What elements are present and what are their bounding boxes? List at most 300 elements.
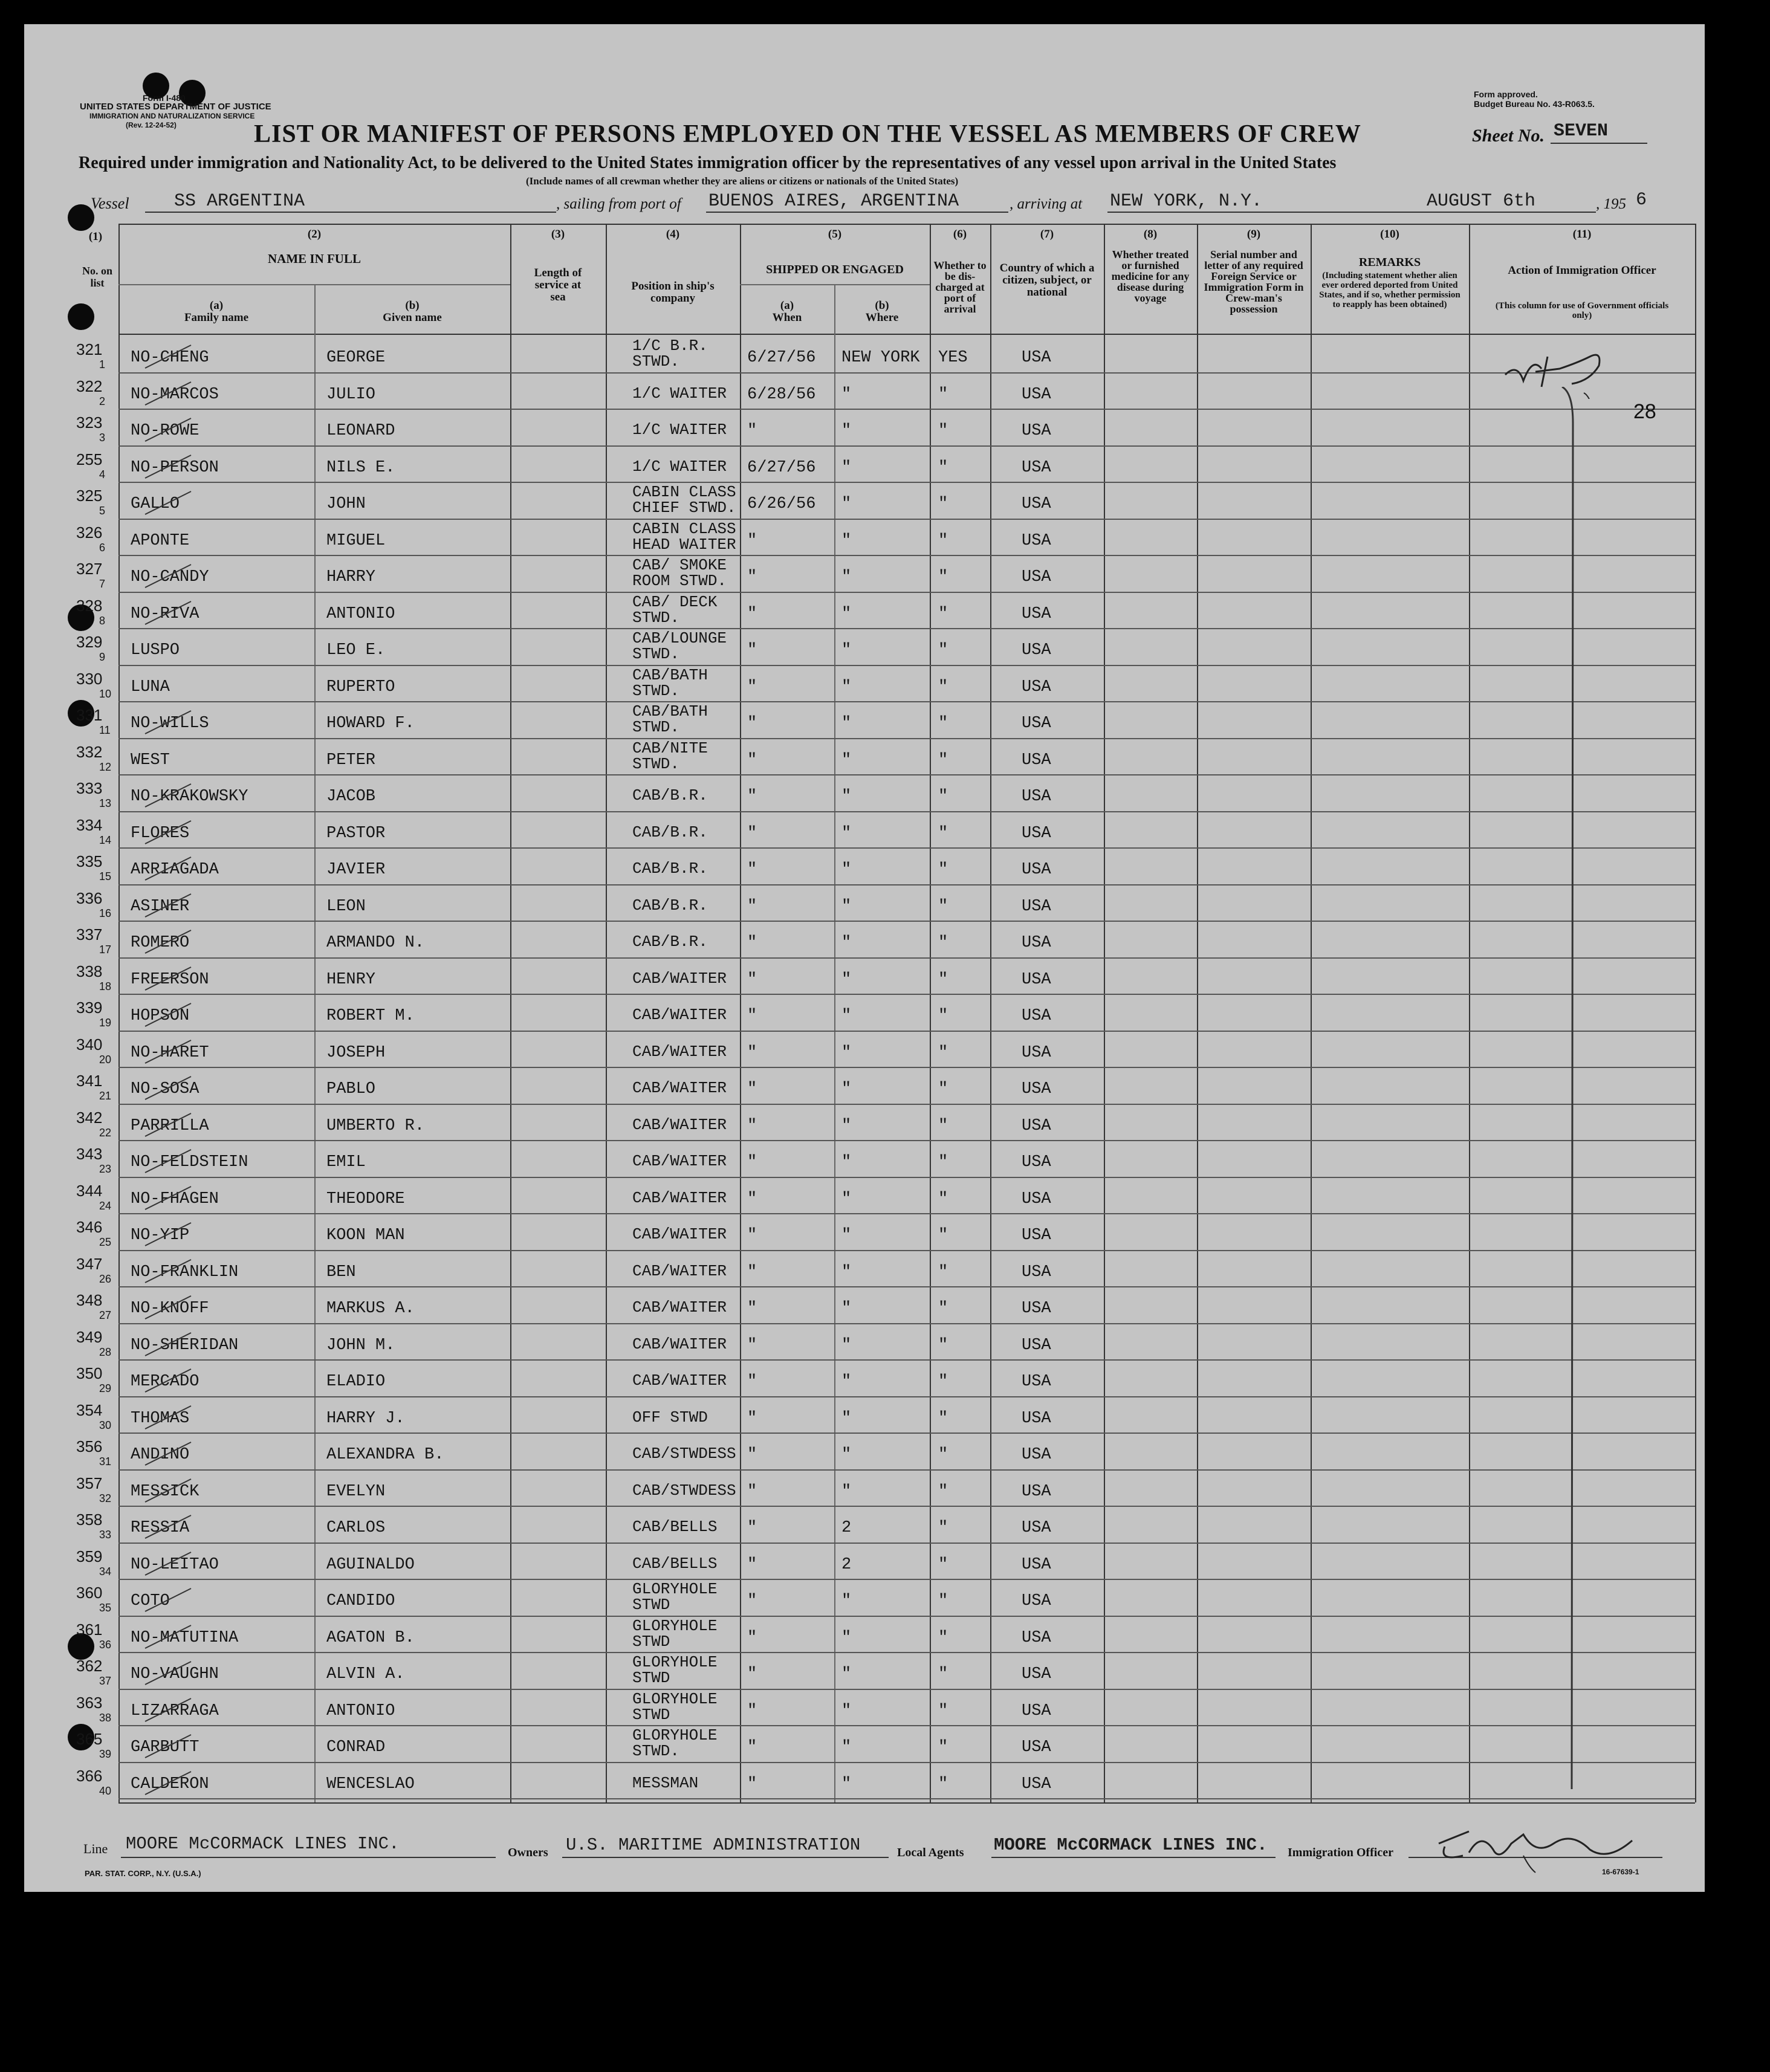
line-number: 11 (99, 724, 111, 736)
cell-position: CAB/WAITER (632, 1261, 727, 1280)
cell-position-line2: STWD. (632, 681, 680, 700)
row-divider (118, 372, 1695, 374)
check-mark (143, 1512, 197, 1542)
cell-position: OFF STWD (632, 1408, 708, 1426)
cell-country: USA (1022, 641, 1051, 659)
cell-family: NO-CHENG (131, 349, 209, 367)
line-number: 18 (99, 980, 112, 992)
cell-family: THOMAS (131, 1409, 190, 1428)
cell-dis: " (938, 1665, 948, 1683)
cell-family: NO-ROWE (131, 422, 199, 440)
cell-position: GLORYHOLE (632, 1726, 718, 1744)
cell-where: " (841, 385, 852, 404)
officer-label: Immigration Officer (1288, 1846, 1393, 1859)
cell-dis: " (938, 1409, 948, 1428)
cell-family: APONTE (131, 531, 190, 550)
cell-when: " (747, 1775, 757, 1793)
cell-given: HARRY J. (326, 1409, 405, 1428)
cell-family: NO-FHAGEN (131, 1190, 219, 1208)
cell-dis: " (938, 1373, 948, 1391)
line-number: 32 (99, 1492, 112, 1504)
cell-family: NO-VAUGHN (131, 1665, 219, 1683)
row-divider (118, 1689, 1695, 1690)
cell-given: JULIO (326, 385, 376, 404)
cell-country: USA (1022, 1007, 1051, 1025)
cell-dis: " (938, 495, 948, 513)
cell-dis: " (938, 751, 948, 769)
line-number: 36 (99, 1638, 112, 1651)
line-number: 3 (99, 432, 106, 444)
cell-country: USA (1022, 1519, 1051, 1537)
cell-where: " (841, 568, 852, 586)
line-number: 17 (99, 944, 112, 956)
check-mark (143, 1475, 197, 1506)
cell-position: CAB/B.R. (632, 823, 708, 841)
cell-country: USA (1022, 1482, 1051, 1501)
col5-header: SHIPPED OR ENGAGED (766, 263, 904, 276)
check-mark (143, 1219, 197, 1249)
cell-position: CAB/B.R. (632, 896, 708, 915)
check-mark (143, 1256, 197, 1286)
line-number: 9 (99, 651, 106, 663)
service-name: IMMIGRATION AND NATURALIZATION SERVICE (89, 112, 255, 120)
cell-country: USA (1022, 1080, 1051, 1098)
handwritten-list-number: 356 (76, 1437, 103, 1455)
cell-where: " (841, 1592, 852, 1610)
cell-position-line2: STWD (632, 1669, 670, 1687)
arrival-port: NEW YORK, N.Y. (1110, 191, 1263, 212)
cell-given: HOWARD F. (326, 714, 415, 733)
cell-position: CAB/WAITER (632, 1079, 727, 1097)
cell-country: USA (1022, 897, 1051, 916)
immigration-officer-signature (1433, 1819, 1662, 1874)
handwritten-list-number: 328 (76, 596, 103, 615)
cell-position: CAB/WAITER (632, 1335, 727, 1353)
check-mark (143, 1037, 197, 1067)
handwritten-list-number: 363 (76, 1693, 103, 1712)
line-number: 25 (99, 1236, 112, 1248)
departure-port: BUENOS AIRES, ARGENTINA (708, 191, 959, 212)
handwritten-list-number: 347 (76, 1254, 103, 1273)
cell-when: " (747, 1336, 757, 1355)
handwritten-list-number: 338 (76, 962, 103, 980)
col10-header: REMARKS (1358, 256, 1421, 269)
cell-family: MERCADO (131, 1373, 199, 1391)
row-divider (118, 994, 1695, 995)
cell-country: USA (1022, 1738, 1051, 1756)
cell-given: ARMANDO N. (326, 934, 425, 952)
cell-where: " (841, 495, 852, 513)
cell-where: " (841, 422, 852, 440)
handwritten-list-number: 322 (76, 377, 103, 395)
handwritten-list-number: 354 (76, 1400, 103, 1419)
cell-position: CAB/B.R. (632, 860, 708, 878)
cell-family: NO-FRANKLIN (131, 1263, 239, 1281)
check-mark (143, 890, 197, 921)
cell-position-line2: STWD. (632, 608, 680, 627)
check-mark (143, 853, 197, 884)
cell-country: USA (1022, 495, 1051, 513)
handwritten-list-number: 332 (76, 742, 103, 761)
line-number: 40 (99, 1784, 112, 1797)
cell-where: " (841, 970, 852, 989)
row-divider (118, 628, 1695, 629)
check-mark (143, 707, 197, 737)
cell-dis: " (938, 458, 948, 477)
cell-family: PARRILLA (131, 1116, 209, 1135)
cell-position-line2: STWD (632, 1705, 670, 1724)
cell-family: NO-HARET (131, 1043, 209, 1062)
cell-when: " (747, 1263, 757, 1281)
cell-dis: " (938, 1336, 948, 1355)
handwritten-list-number: 334 (76, 815, 103, 834)
cell-position: 1/C WAITER (632, 421, 727, 439)
handwritten-list-number: 357 (76, 1474, 103, 1492)
check-mark (143, 488, 197, 518)
cell-country: USA (1022, 751, 1051, 769)
row-divider (118, 1286, 1695, 1287)
handwritten-list-number: 255 (76, 450, 103, 468)
cell-given: GEORGE (326, 349, 386, 367)
row-divider (118, 519, 1695, 520)
check-mark (143, 780, 197, 811)
form-revision: (Rev. 12-24-52) (126, 121, 177, 129)
punch-hole (68, 303, 94, 330)
cell-family: GARBUTT (131, 1738, 199, 1756)
line-label: Line (83, 1841, 108, 1856)
col2-number: (2) (307, 228, 322, 241)
line-number: 35 (99, 1602, 112, 1614)
cell-when: " (747, 1153, 757, 1171)
cell-family: ASINER (131, 897, 190, 916)
sheet-number: SEVEN (1554, 121, 1609, 141)
cell-country: USA (1022, 1701, 1051, 1720)
cell-position: CAB/STWDESS (632, 1445, 736, 1463)
cell-where: " (841, 897, 852, 916)
cell-dis: " (938, 422, 948, 440)
cell-position: CAB/WAITER (632, 1115, 727, 1134)
cell-when: " (747, 678, 757, 696)
row-divider (118, 1579, 1695, 1580)
year-digit: 6 (1636, 190, 1647, 210)
cell-position-line2: STWD. (632, 1742, 680, 1760)
cell-dis: " (938, 714, 948, 733)
cell-family: WEST (131, 751, 170, 769)
col11-number: (11) (1572, 228, 1592, 241)
cell-given: BEN (326, 1263, 356, 1281)
cell-position-line2: STWD. (632, 718, 680, 736)
check-mark (143, 1146, 197, 1176)
line-number: 8 (99, 614, 106, 627)
form-approved: Form approved. (1474, 89, 1538, 99)
handwritten-list-number: 327 (76, 560, 103, 578)
cell-dis: " (938, 1738, 948, 1756)
check-mark (143, 1000, 197, 1030)
row-divider (118, 1250, 1695, 1251)
cell-given: JOSEPH (326, 1043, 386, 1062)
row-divider (118, 1652, 1695, 1653)
cell-family: NO-SHERIDAN (131, 1336, 239, 1355)
cell-when: " (747, 897, 757, 916)
cell-dis: " (938, 1555, 948, 1574)
handwritten-list-number: 326 (76, 523, 103, 542)
check-mark (143, 817, 197, 847)
row-divider (118, 811, 1695, 812)
row-divider (118, 1433, 1695, 1434)
row-divider (118, 1213, 1695, 1214)
col7-number: (7) (1040, 228, 1054, 241)
cell-given: JAVIER (326, 861, 386, 879)
cell-position-line2: STWD (632, 1596, 670, 1614)
cell-family: NO-PERSON (131, 458, 219, 477)
cell-where: " (841, 1300, 852, 1318)
cell-family: ARRIAGADA (131, 861, 219, 879)
year-prefix: , 195 (1596, 196, 1626, 212)
row-divider (118, 1396, 1695, 1397)
cell-given: PABLO (326, 1080, 376, 1098)
check-mark (143, 1768, 197, 1798)
cell-when: " (747, 934, 757, 952)
cell-position: CAB/BATH (632, 702, 708, 720)
cell-where: " (841, 1116, 852, 1135)
cell-family: NO-YIP (131, 1226, 190, 1245)
line-number: 1 (99, 358, 106, 371)
col2a-header: (a) Family name (184, 299, 249, 324)
cell-when: " (747, 970, 757, 989)
check-mark (143, 452, 197, 482)
cell-where: " (841, 1043, 852, 1062)
cell-position: GLORYHOLE (632, 1689, 718, 1708)
row-divider (118, 1543, 1695, 1544)
line-number: 2 (99, 395, 106, 407)
cell-given: RUPERTO (326, 678, 395, 696)
cell-when: " (747, 604, 757, 623)
cell-country: USA (1022, 1775, 1051, 1793)
cell-when: " (747, 1555, 757, 1574)
cell-when: " (747, 714, 757, 733)
printer-credit: PAR. STAT. CORP., N.Y. (U.S.A.) (85, 1869, 201, 1878)
cell-country: USA (1022, 1336, 1051, 1355)
cell-where: " (841, 751, 852, 769)
cell-position: CABIN CLASS (632, 519, 736, 538)
cell-country: USA (1022, 1263, 1051, 1281)
check-mark (143, 963, 197, 994)
cell-dis: YES (938, 349, 968, 367)
row-divider (118, 1725, 1695, 1726)
col11-header: Action of Immigration Officer (1508, 264, 1656, 277)
cell-family: LUSPO (131, 641, 180, 659)
line-number: 26 (99, 1272, 112, 1285)
cell-position-line2: HEAD WAITER (632, 535, 736, 554)
check-mark (143, 415, 197, 445)
cell-when: " (747, 1628, 757, 1647)
line-number: 38 (99, 1711, 112, 1724)
cell-given: ROBERT M. (326, 1007, 415, 1025)
cell-family: CALDERON (131, 1775, 209, 1793)
cell-when: 6/27/56 (747, 458, 816, 477)
check-mark (143, 561, 197, 591)
cell-position: CAB/NITE (632, 739, 708, 757)
row-divider (118, 774, 1695, 775)
cell-position-line2: ROOM STWD. (632, 572, 727, 590)
cell-position: CAB/WAITER (632, 1371, 727, 1390)
col4-header: Position in ship's company (631, 280, 715, 305)
cell-family: NO-KRAKOWSKY (131, 788, 248, 806)
line-number: 21 (99, 1090, 112, 1102)
handwritten-list-number: 344 (76, 1181, 103, 1200)
row-divider (118, 665, 1695, 666)
cell-country: USA (1022, 604, 1051, 623)
cell-family: ROMERO (131, 934, 190, 952)
col1-header: No. on list (82, 265, 113, 289)
cell-position: CAB/ SMOKE (632, 556, 727, 574)
cell-where: " (841, 861, 852, 879)
owners-value: U.S. MARITIME ADMINISTRATION (566, 1835, 861, 1855)
cell-given: AGATON B. (326, 1628, 415, 1647)
cell-where: " (841, 1775, 852, 1793)
cell-dis: " (938, 568, 948, 586)
check-mark (143, 1439, 197, 1469)
cell-dis: " (938, 788, 948, 806)
cell-dis: " (938, 1080, 948, 1098)
cell-family: NO-KNOFF (131, 1300, 209, 1318)
row-divider (118, 1798, 1695, 1799)
cell-position: CAB/WAITER (632, 1188, 727, 1207)
cell-country: USA (1022, 568, 1051, 586)
cell-where: " (841, 678, 852, 696)
cell-given: ANTONIO (326, 604, 395, 623)
cell-when: " (747, 1592, 757, 1610)
handwritten-list-number: 343 (76, 1145, 103, 1163)
line-number: 27 (99, 1309, 112, 1321)
cell-family: NO-WILLS (131, 714, 209, 733)
cell-when: " (747, 788, 757, 806)
check-mark (143, 1549, 197, 1579)
col9-header: Serial number and letter of any required Foreign Service or Immigration Form in Crew-man's possession (1204, 248, 1304, 315)
cell-dis: " (938, 824, 948, 843)
cell-when: " (747, 1080, 757, 1098)
cell-family: FLORES (131, 824, 190, 843)
col5-number: (5) (828, 228, 842, 241)
cell-where: " (841, 1628, 852, 1647)
line-value: MOORE McCORMACK LINES INC. (126, 1834, 400, 1854)
col3-number: (3) (551, 228, 565, 241)
col10-note: (Including statement whether alien ever ordered deported from United States, and if so, whether permission to reapply has been obtained) (1319, 271, 1460, 309)
row-divider (118, 884, 1695, 885)
line-number: 15 (99, 870, 112, 882)
cell-country: USA (1022, 458, 1051, 477)
cell-given: CARLOS (326, 1519, 386, 1537)
cell-dis: " (938, 385, 948, 404)
line-number: 19 (99, 1017, 112, 1029)
cell-dis: " (938, 1043, 948, 1062)
line-number: 33 (99, 1529, 112, 1541)
handwritten-list-number: 360 (76, 1584, 103, 1602)
cell-position: CABIN CLASS (632, 483, 736, 501)
cell-where: NEW YORK (841, 349, 920, 367)
cell-dis: " (938, 1226, 948, 1245)
cell-country: USA (1022, 1555, 1051, 1574)
handwritten-list-number: 331 (76, 706, 103, 724)
handwritten-list-number: 340 (76, 1035, 103, 1054)
cell-where: " (841, 1263, 852, 1281)
cell-dis: " (938, 1116, 948, 1135)
line-number: 34 (99, 1565, 112, 1578)
cell-dis: " (938, 678, 948, 696)
vessel-label: Vessel (91, 195, 129, 212)
cell-country: USA (1022, 1592, 1051, 1610)
cell-when: " (747, 1409, 757, 1428)
cell-position: 1/C WAITER (632, 457, 727, 476)
cell-country: USA (1022, 1043, 1051, 1062)
cell-when: " (747, 1007, 757, 1025)
check-mark (143, 1292, 197, 1323)
cell-when: " (747, 1519, 757, 1537)
cell-dis: " (938, 641, 948, 659)
handwritten-list-number: 365 (76, 1730, 103, 1748)
agents-label: Local Agents (897, 1846, 964, 1859)
col11-note: (This column for use of Government officials only) (1495, 301, 1669, 320)
cell-position: GLORYHOLE (632, 1580, 718, 1598)
cell-where: " (841, 1409, 852, 1428)
check-mark (143, 1073, 197, 1103)
row-divider (118, 1762, 1695, 1763)
line-number: 39 (99, 1748, 112, 1760)
handwritten-list-number: 321 (76, 340, 103, 358)
sailing-label: , sailing from port of (556, 196, 681, 212)
line-number: 28 (99, 1345, 112, 1358)
col6-number: (6) (953, 228, 967, 241)
row-divider (118, 1177, 1695, 1178)
cell-dis: " (938, 897, 948, 916)
cell-where: " (841, 934, 852, 952)
line-number: 6 (99, 541, 106, 554)
line-number: 16 (99, 907, 112, 919)
sheet-label: Sheet No. (1472, 126, 1545, 146)
cell-when: 6/28/56 (747, 385, 816, 404)
cell-country: USA (1022, 1190, 1051, 1208)
cell-when: " (747, 568, 757, 586)
cell-position: CAB/B.R. (632, 786, 708, 805)
cell-position: CAB/WAITER (632, 1298, 727, 1316)
cell-given: PETER (326, 751, 376, 769)
cell-position: CAB/WAITER (632, 969, 727, 988)
handwritten-list-number: 342 (76, 1108, 103, 1127)
cell-family: NO-RIVA (131, 604, 199, 623)
cell-when: " (747, 1116, 757, 1135)
cell-position: CAB/ DECK (632, 592, 718, 611)
cell-position: 1/C B.R. (632, 337, 708, 355)
cell-where: " (841, 1665, 852, 1683)
cell-where: " (841, 1226, 852, 1245)
cell-where: " (841, 1373, 852, 1391)
check-mark (143, 1183, 197, 1213)
cell-given: ALVIN A. (326, 1665, 405, 1683)
check-mark (143, 927, 197, 957)
cell-where: " (841, 641, 852, 659)
cell-given: AGUINALDO (326, 1555, 415, 1574)
check-mark (143, 1329, 197, 1359)
cell-where: " (841, 1080, 852, 1098)
cell-when: " (747, 861, 757, 879)
page-title: LIST OR MANIFEST OF PERSONS EMPLOYED ON THE VESSEL AS MEMBERS OF CREW (254, 120, 1361, 148)
handwritten-list-number: 341 (76, 1072, 103, 1090)
cell-position: CAB/WAITER (632, 1152, 727, 1170)
row-divider (118, 555, 1695, 556)
cell-where: " (841, 1336, 852, 1355)
cell-position-line2: STWD. (632, 754, 680, 773)
cell-country: USA (1022, 934, 1051, 952)
